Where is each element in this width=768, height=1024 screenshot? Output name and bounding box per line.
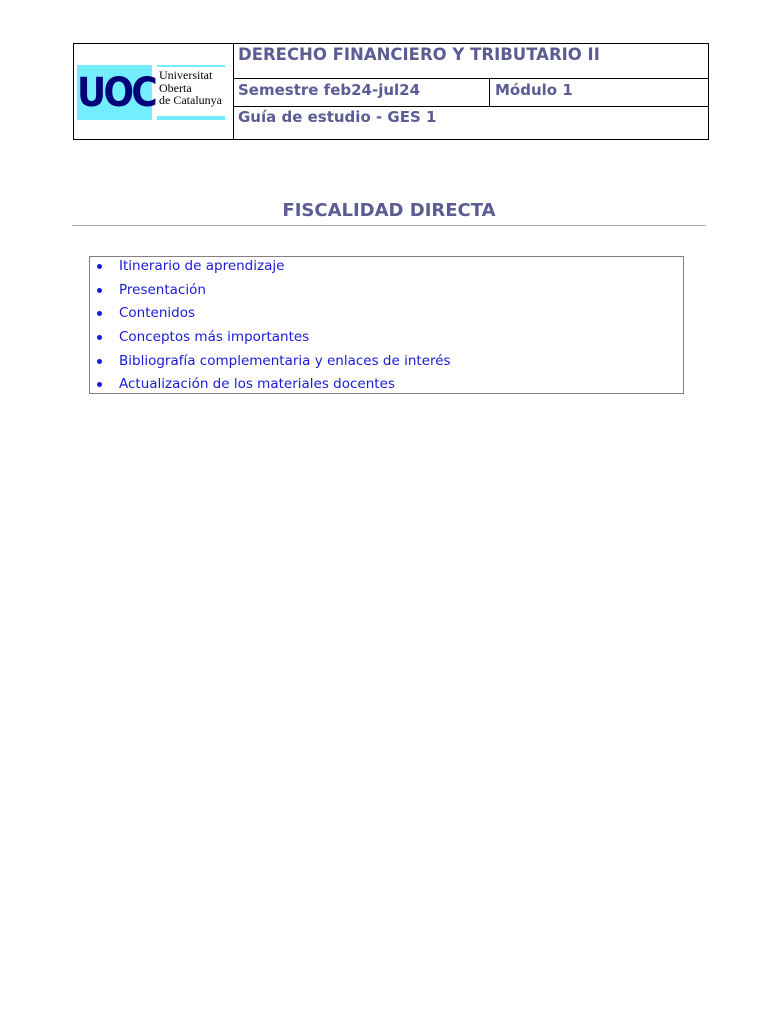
bullet-icon [97,311,102,316]
toc-item-conceptos[interactable] [90,329,683,353]
toc-item-presentacion[interactable] [90,282,683,306]
toc-item-actualizacion[interactable] [90,376,683,400]
toc-link-label[interactable]: Presentación [119,281,206,298]
toc-link-label[interactable]: Actualización de los materiales docentes [119,376,395,393]
toc-link-label[interactable]: Conceptos más importantes [119,329,310,346]
bullet-icon [97,359,102,364]
uoc-logo [77,65,225,120]
toc-link-label[interactable]: Contenidos [119,305,196,322]
uoc-logo-topline [157,65,225,67]
page-title: FISCALIDAD DIRECTA [72,200,706,226]
table-of-contents [89,256,684,394]
logo-line-1: Universitat [159,68,213,82]
toc-link-label[interactable]: Bibliografía complementaria y enlaces de interés [119,352,451,369]
logo-cell [74,44,234,139]
module-label: Módulo 1 [495,81,573,99]
logo-line-3: de Catalunya [159,93,222,107]
semester-row [234,79,708,107]
semester-label: Semestre feb24-jul24 [234,79,490,106]
logo-line-2: Oberta [159,80,192,95]
uoc-logo-underline [157,116,225,120]
document-header-table [73,43,709,140]
bullet-icon [97,288,102,293]
toc-list [90,258,683,400]
bullet-icon [97,335,102,340]
uoc-logo-wordmark [159,69,222,107]
bullet-icon [97,382,102,387]
uoc-logo-mark: UOC [77,70,156,116]
bullet-icon [97,264,102,269]
guide-label: Guía de estudio - GES 1 [238,108,437,126]
toc-link-label[interactable]: Itinerario de aprendizaje [119,258,285,274]
toc-item-itinerario[interactable] [90,258,683,282]
toc-item-contenidos[interactable] [90,305,683,329]
course-title: DERECHO FINANCIERO Y TRIBUTARIO II [234,44,708,79]
toc-item-bibliografia[interactable] [90,353,683,377]
